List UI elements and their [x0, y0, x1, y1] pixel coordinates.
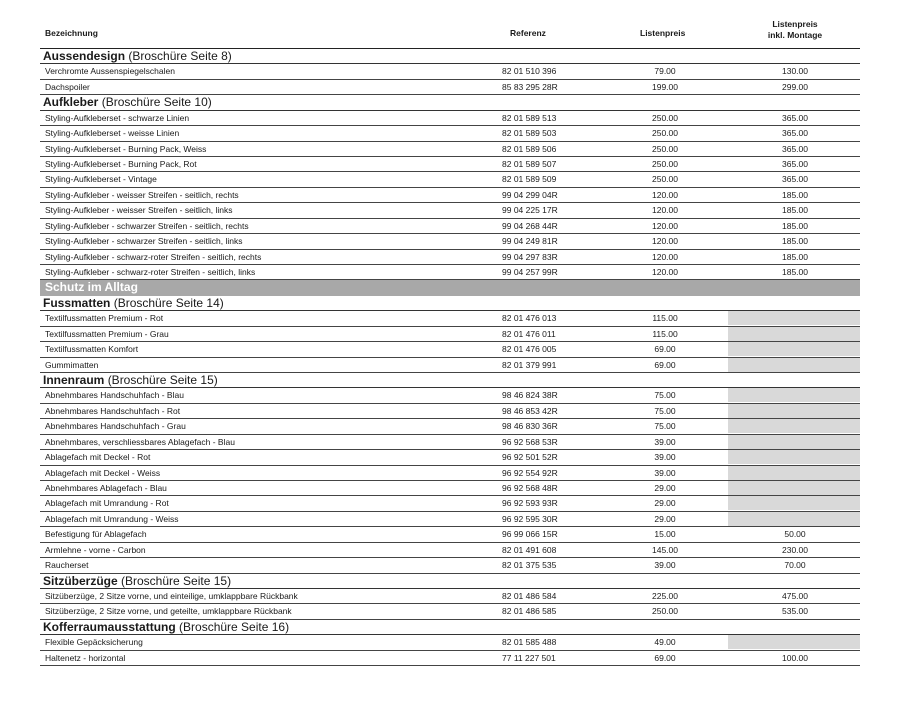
item-name: Befestigung für Ablagefach	[45, 529, 147, 540]
table-row	[40, 311, 860, 326]
header-referenz: Referenz	[510, 28, 546, 38]
section-subtitle: (Broschüre Seite 14)	[113, 295, 224, 310]
item-reference: 82 01 589 503	[502, 128, 557, 139]
header-montage-line2: inkl. Montage	[767, 30, 823, 40]
item-name: Abnehmbares Handschuhfach - Blau	[45, 390, 184, 401]
item-price: 120.00	[652, 251, 678, 262]
item-name: Gummimatten	[45, 359, 99, 370]
section-heading	[40, 49, 860, 64]
item-name: Styling-Aufkleber - schwarzer Streifen - seitlich, rechts	[45, 220, 249, 231]
item-name: Styling-Aufkleberset - Burning Pack, Weiss	[45, 143, 207, 154]
montage-not-available-cell	[728, 419, 860, 433]
table-row	[40, 250, 860, 265]
item-reference: 82 01 375 535	[502, 560, 557, 571]
montage-not-available-cell	[728, 450, 860, 464]
item-price-montage: 230.00	[782, 544, 808, 555]
section-title: Fussmatten	[43, 295, 111, 310]
item-name: Textilfussmatten Komfort	[45, 344, 139, 355]
item-reference: 99 04 225 17R	[502, 205, 558, 216]
section-subtitle: (Broschüre Seite 15)	[121, 573, 232, 588]
item-name: Raucherset	[45, 560, 89, 571]
item-reference: 82 01 510 396	[502, 66, 557, 77]
item-price: 39.00	[654, 560, 676, 571]
item-price: 250.00	[652, 158, 678, 169]
item-reference: 82 01 476 013	[502, 313, 557, 324]
item-reference: 82 01 491 608	[502, 544, 557, 555]
item-reference: 99 04 299 04R	[502, 189, 558, 200]
montage-not-available-cell	[728, 512, 860, 526]
section-subtitle: (Broschüre Seite 15)	[107, 373, 218, 387]
item-name: Styling-Aufkleberset - weisse Linien	[45, 128, 180, 139]
item-name: Styling-Aufkleberset - schwarze Linien	[45, 112, 190, 123]
item-reference: 85 83 295 28R	[502, 81, 558, 92]
item-price: 69.00	[654, 359, 676, 370]
item-reference: 82 01 589 513	[502, 112, 557, 123]
item-name: Abnehmbares Handschuhfach - Grau	[45, 421, 186, 432]
item-reference: 82 01 476 011	[502, 328, 556, 339]
item-price: 39.00	[654, 452, 676, 463]
section-heading	[40, 296, 860, 311]
item-price: 69.00	[654, 652, 676, 663]
item-reference: 96 92 595 30R	[502, 513, 558, 524]
item-reference: 99 04 249 81R	[502, 236, 558, 247]
item-reference: 96 92 568 53R	[502, 436, 558, 447]
item-name: Ablagefach mit Umrandung - Rot	[45, 498, 169, 509]
item-price: 15.00	[654, 529, 676, 540]
table-row	[40, 558, 860, 573]
item-price: 75.00	[654, 421, 676, 432]
section-heading	[40, 95, 860, 110]
table-row	[40, 450, 860, 465]
item-name: Verchromte Aussenspiegelschalen	[45, 66, 175, 77]
montage-not-available-cell	[728, 635, 860, 649]
table-header	[40, 18, 860, 49]
table-row	[40, 466, 860, 481]
item-price: 49.00	[654, 637, 676, 648]
item-price-montage: 185.00	[782, 236, 808, 247]
item-name: Abnehmbares Handschuhfach - Rot	[45, 405, 181, 416]
table-row	[40, 635, 860, 650]
item-reference: 96 92 501 52R	[502, 452, 558, 463]
item-name: Ablagefach mit Deckel - Weiss	[45, 467, 161, 478]
montage-not-available-cell	[728, 327, 860, 341]
section-title: Innenraum	[43, 373, 105, 387]
item-price: 29.00	[654, 483, 676, 494]
item-name: Styling-Aufkleberset - Burning Pack, Rot	[45, 158, 197, 169]
table-row	[40, 404, 860, 419]
price-list-table	[40, 18, 860, 666]
table-row	[40, 188, 860, 203]
section-heading	[40, 373, 860, 388]
item-price: 250.00	[652, 143, 678, 154]
item-reference: 82 01 589 506	[502, 143, 557, 154]
item-name: Styling-Aufkleberset - Vintage	[45, 174, 157, 185]
item-price: 145.00	[652, 544, 678, 555]
table-row	[40, 419, 860, 434]
item-price: 39.00	[654, 436, 676, 447]
item-reference: 99 04 268 44R	[502, 220, 558, 231]
item-name: Abnehmbares, verschliessbares Ablagefach - Blau	[45, 436, 235, 447]
item-price: 39.00	[654, 467, 676, 478]
item-price-montage: 100.00	[782, 652, 808, 663]
item-reference: 98 46 853 42R	[502, 405, 558, 416]
item-price-montage: 185.00	[782, 189, 808, 200]
item-price: 250.00	[652, 128, 678, 139]
header-bezeichnung: Bezeichnung	[45, 28, 98, 38]
montage-not-available-cell	[728, 496, 860, 510]
item-reference: 82 01 589 507	[502, 158, 557, 169]
item-price: 250.00	[652, 112, 678, 123]
table-row	[40, 342, 860, 357]
item-reference: 98 46 830 36R	[502, 421, 558, 432]
item-price: 120.00	[652, 220, 678, 231]
montage-not-available-cell	[728, 466, 860, 480]
section-title: Aufkleber	[43, 95, 99, 110]
item-price-montage: 365.00	[782, 112, 808, 123]
montage-not-available-cell	[728, 404, 860, 418]
item-price: 115.00	[652, 328, 678, 339]
item-name: Styling-Aufkleber - weisser Streifen - seitlich, rechts	[45, 189, 239, 200]
table-row	[40, 496, 860, 511]
item-price: 29.00	[654, 513, 676, 524]
header-listenpreis: Listenpreis	[640, 28, 686, 38]
item-name: Dachspoiler	[45, 81, 90, 92]
item-price-montage: 70.00	[784, 560, 806, 571]
table-row	[40, 80, 860, 95]
table-row	[40, 64, 860, 79]
table-row	[40, 589, 860, 604]
table-row	[40, 527, 860, 542]
table-row	[40, 604, 860, 619]
item-price: 29.00	[654, 498, 676, 509]
item-reference: 82 01 486 584	[502, 591, 557, 602]
section-subtitle: (Broschüre Seite 8)	[128, 49, 232, 63]
item-name: Styling-Aufkleber - schwarzer Streifen - seitlich, links	[45, 236, 243, 247]
item-reference: 77 11 227 501	[502, 652, 556, 663]
item-reference: 82 01 476 005	[502, 344, 557, 355]
item-name: Flexible Gepäcksicherung	[45, 637, 143, 648]
item-price: 79.00	[654, 66, 676, 77]
table-row	[40, 234, 860, 249]
item-reference: 82 01 589 509	[502, 174, 557, 185]
category-band: Schutz im Alltag	[40, 280, 860, 295]
header-montage-line1: Listenpreis	[772, 19, 818, 29]
item-price: 69.00	[654, 344, 676, 355]
section-title: Sitzüberzüge	[43, 573, 118, 588]
item-reference: 82 01 585 488	[502, 637, 557, 648]
table-row	[40, 481, 860, 496]
item-name: Armlehne - vorne - Carbon	[45, 544, 146, 555]
item-reference: 82 01 379 991	[502, 359, 557, 370]
montage-not-available-cell	[728, 435, 860, 449]
item-price-montage: 365.00	[782, 143, 808, 154]
table-row	[40, 203, 860, 218]
table-row	[40, 219, 860, 234]
item-price-montage: 185.00	[782, 251, 808, 262]
table-row	[40, 327, 860, 342]
item-reference: 96 92 568 48R	[502, 483, 558, 494]
table-row	[40, 157, 860, 172]
item-price: 75.00	[654, 390, 676, 401]
item-reference: 98 46 824 38R	[502, 390, 558, 401]
section-title: Kofferraumausstattung	[43, 619, 176, 634]
item-price: 115.00	[652, 313, 678, 324]
item-price: 120.00	[652, 189, 678, 200]
item-price-montage: 365.00	[782, 128, 808, 139]
item-name: Ablagefach mit Umrandung - Weiss	[45, 513, 179, 524]
table-row	[40, 126, 860, 141]
table-row	[40, 142, 860, 157]
table-row	[40, 512, 860, 527]
section-heading	[40, 620, 860, 635]
table-row	[40, 651, 860, 666]
table-row	[40, 265, 860, 280]
item-price-montage: 299.00	[782, 81, 808, 92]
item-price-montage: 185.00	[782, 205, 808, 216]
item-price-montage: 185.00	[782, 267, 808, 278]
item-reference: 96 99 066 15R	[502, 529, 558, 540]
item-name: Textilfussmatten Premium - Rot	[45, 313, 164, 324]
item-reference: 96 92 554 92R	[502, 467, 558, 478]
item-price-montage: 130.00	[782, 66, 808, 77]
item-name: Textilfussmatten Premium - Grau	[45, 328, 169, 339]
item-price: 120.00	[652, 236, 678, 247]
item-price: 75.00	[654, 405, 676, 416]
item-reference: 82 01 486 585	[502, 606, 557, 617]
item-name: Styling-Aufkleber - schwarz-roter Streifen - seitlich, rechts	[45, 251, 262, 262]
table-row	[40, 435, 860, 450]
table-body	[40, 49, 860, 666]
item-reference: 99 04 297 83R	[502, 251, 558, 262]
section-heading	[40, 574, 860, 589]
item-price-montage: 50.00	[784, 529, 806, 540]
item-name: Haltenetz - horizontal	[45, 652, 126, 663]
section-title: Aussendesign	[43, 49, 126, 63]
item-price: 250.00	[652, 174, 678, 185]
item-price: 120.00	[652, 267, 678, 278]
item-price-montage: 475.00	[782, 591, 808, 602]
item-name: Ablagefach mit Deckel - Rot	[45, 452, 151, 463]
montage-not-available-cell	[728, 342, 860, 356]
item-price: 250.00	[652, 606, 678, 617]
item-price-montage: 365.00	[782, 174, 808, 185]
item-name: Abnehmbares Ablagefach - Blau	[45, 483, 167, 494]
montage-not-available-cell	[728, 481, 860, 495]
item-name: Styling-Aufkleber - schwarz-roter Streifen - seitlich, links	[45, 267, 256, 278]
montage-not-available-cell	[728, 311, 860, 325]
item-name: Styling-Aufkleber - weisser Streifen - seitlich, links	[45, 205, 233, 216]
item-price-montage: 365.00	[782, 158, 808, 169]
table-row	[40, 543, 860, 558]
table-row	[40, 172, 860, 187]
section-subtitle: (Broschüre Seite 16)	[179, 619, 290, 634]
table-row	[40, 358, 860, 373]
item-price: 199.00	[652, 81, 678, 92]
item-price: 120.00	[652, 205, 678, 216]
item-reference: 99 04 257 99R	[502, 267, 558, 278]
table-row	[40, 388, 860, 403]
table-row	[40, 111, 860, 126]
montage-not-available-cell	[728, 388, 860, 402]
section-subtitle: (Broschüre Seite 10)	[101, 95, 212, 110]
montage-not-available-cell	[728, 358, 860, 372]
header-listenpreis-montage	[730, 19, 860, 41]
item-reference: 96 92 593 93R	[502, 498, 558, 509]
item-price-montage: 535.00	[782, 606, 808, 617]
item-price-montage: 185.00	[782, 220, 808, 231]
item-name: Sitzüberzüge, 2 Sitze vorne, und einteilige, umklappbare Rückbank	[45, 591, 298, 602]
item-price: 225.00	[652, 591, 678, 602]
item-name: Sitzüberzüge, 2 Sitze vorne, und geteilte, umklappbare Rückbank	[45, 606, 292, 617]
